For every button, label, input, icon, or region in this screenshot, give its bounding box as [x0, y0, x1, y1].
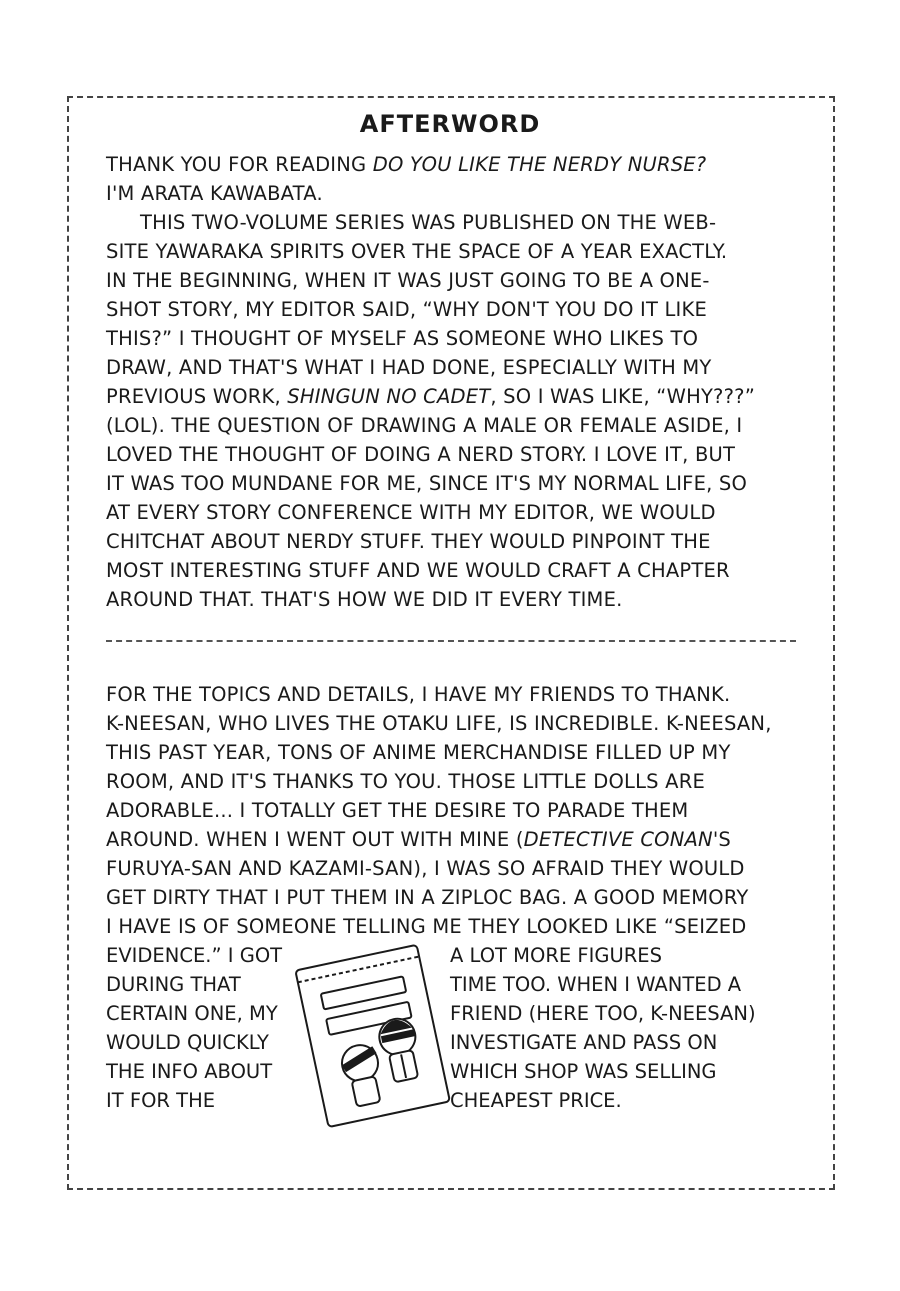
text-line: PREVIOUS WORK, SHINGUN NO CADET, SO I WAS LIKE, “WHY???” [106, 385, 756, 408]
text-line-left: THE INFO ABOUT [106, 1060, 273, 1083]
text-line-left: IT FOR THE [106, 1089, 216, 1112]
text-line: SITE YAWARAKA SPIRITS OVER THE SPACE OF A YEAR EXACTLY. [106, 240, 728, 263]
text-line: IT WAS TOO MUNDANE FOR ME, SINCE IT'S MY NORMAL LIFE, SO [106, 472, 748, 495]
text-line-left: WOULD QUICKLY [106, 1031, 269, 1054]
text-line: (LOL). THE QUESTION OF DRAWING A MALE OR FEMALE ASIDE, I [106, 414, 743, 437]
text-line: AROUND THAT. THAT'S HOW WE DID IT EVERY TIME. [106, 588, 623, 611]
text-line: LOVED THE THOUGHT OF DOING A NERD STORY. I LOVE IT, BUT [106, 443, 736, 466]
text-line: K-NEESAN, WHO LIVES THE OTAKU LIFE, IS INCREDIBLE. K-NEESAN, [106, 712, 772, 735]
text-line-left: DURING THAT [106, 973, 241, 996]
text-line-right: FRIEND (HERE TOO, K-NEESAN) [450, 1002, 756, 1025]
text-line: ADORABLE... I TOTALLY GET THE DESIRE TO PARADE THEM [106, 799, 689, 822]
text-line: I HAVE IS OF SOMEONE TELLING ME THEY LOOKED LIKE “SEIZED [106, 915, 747, 938]
text-line: THIS?” I THOUGHT OF MYSELF AS SOMEONE WHO LIKES TO [106, 327, 699, 350]
text-line-right: INVESTIGATE AND PASS ON [450, 1031, 718, 1054]
text-line: GET DIRTY THAT I PUT THEM IN A ZIPLOC BAG. A GOOD MEMORY [106, 886, 749, 909]
text-line: I'M ARATA KAWABATA. [106, 182, 323, 205]
text-line: AT EVERY STORY CONFERENCE WITH MY EDITOR, WE WOULD [106, 501, 716, 524]
text-line: MOST INTERESTING STUFF AND WE WOULD CRAFT A CHAPTER [106, 559, 730, 582]
text-line: THIS TWO-VOLUME SERIES WAS PUBLISHED ON THE WEB- [140, 211, 717, 234]
text-line-right: CHEAPEST PRICE. [450, 1089, 622, 1112]
text-line: THIS PAST YEAR, TONS OF ANIME MERCHANDISE FILLED UP MY [106, 741, 731, 764]
section-divider [106, 640, 796, 642]
text-line: ROOM, AND IT'S THANKS TO YOU. THOSE LITTLE DOLLS ARE [106, 770, 705, 793]
text-line-right: WHICH SHOP WAS SELLING [450, 1060, 717, 1083]
text-line: CHITCHAT ABOUT NERDY STUFF. THEY WOULD PINPOINT THE [106, 530, 711, 553]
text-line-left: EVIDENCE.” I GOT [106, 944, 283, 967]
text-line-right: A LOT MORE FIGURES [450, 944, 663, 967]
text-line: FOR THE TOPICS AND DETAILS, I HAVE MY FRIENDS TO THANK. [106, 683, 731, 706]
ziploc-bag-illustration [292, 938, 452, 1128]
text-line: THANK YOU FOR READING DO YOU LIKE THE NERDY NURSE? [106, 153, 707, 176]
text-line: SHOT STORY, MY EDITOR SAID, “WHY DON'T YOU DO IT LIKE [106, 298, 708, 321]
text-line-left: CERTAIN ONE, MY [106, 1002, 278, 1025]
text-line: DRAW, AND THAT'S WHAT I HAD DONE, ESPECIALLY WITH MY [106, 356, 712, 379]
page-title: AFTERWORD [359, 110, 541, 138]
text-line-right: TIME TOO. WHEN I WANTED A [450, 973, 742, 996]
text-line: FURUYA-SAN AND KAZAMI-SAN), I WAS SO AFRAID THEY WOULD [106, 857, 745, 880]
text-line: AROUND. WHEN I WENT OUT WITH MINE (DETECTIVE CONAN'S [106, 828, 731, 851]
text-line: IN THE BEGINNING, WHEN IT WAS JUST GOING TO BE A ONE- [106, 269, 710, 292]
